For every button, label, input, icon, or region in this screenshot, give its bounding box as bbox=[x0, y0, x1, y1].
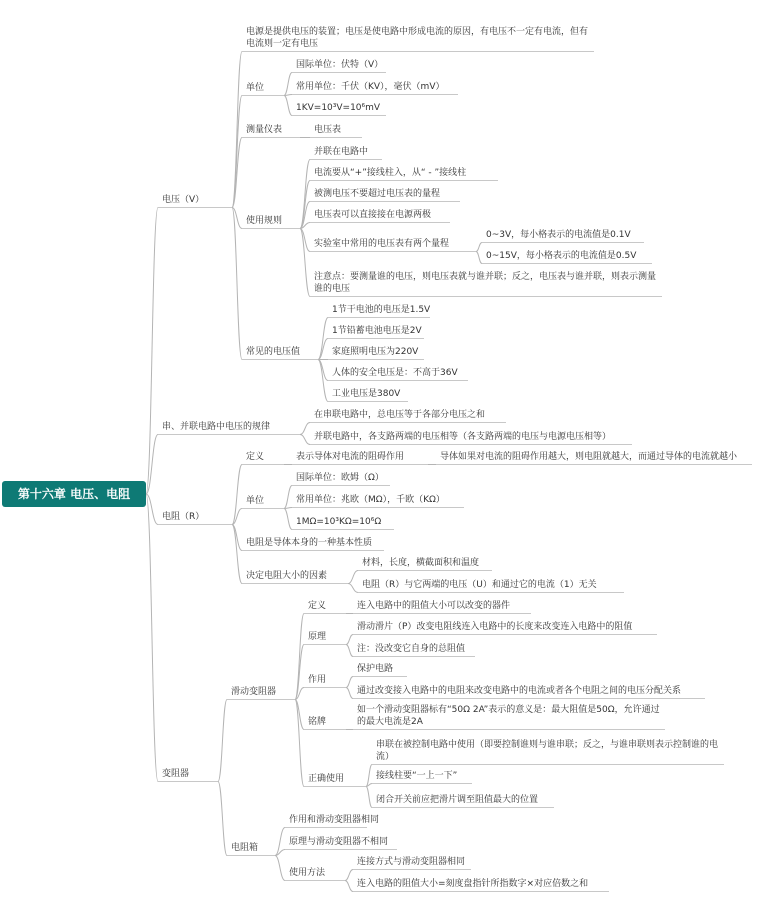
connector-line bbox=[284, 96, 292, 116]
slide-rheostat-label: 滑动变阻器 bbox=[227, 686, 295, 700]
slide-principle-item: 注：没改变它自身的总阻值 bbox=[353, 643, 475, 657]
voltage-branch: 电压（V） bbox=[158, 194, 232, 208]
connector-line bbox=[284, 486, 292, 509]
connector-line bbox=[345, 870, 353, 881]
voltage-unit-conversion: 1KV=10³V=10⁶mV bbox=[292, 102, 386, 116]
connector-line bbox=[300, 423, 310, 435]
resistance-unit-label: 单位 bbox=[242, 495, 284, 509]
connector-line bbox=[275, 856, 285, 881]
connector-line bbox=[284, 509, 292, 530]
connector-line bbox=[284, 73, 292, 96]
connector-line bbox=[346, 688, 353, 699]
connector-line bbox=[346, 645, 353, 657]
slide-function-item: 保护电路 bbox=[353, 663, 407, 677]
resistance-box-label: 电阻箱 bbox=[227, 842, 275, 856]
voltage-unit-common: 常用单位：千伏（KV），毫伏（mV） bbox=[292, 81, 458, 95]
resistance-box-usage-label: 使用方法 bbox=[285, 867, 345, 881]
voltage-common-values-label: 常见的电压值 bbox=[242, 346, 318, 360]
voltage-definition: 电源是提供电压的装置；电压是使电路中形成电流的原因，有电压不一定有电流，但有电流则一定有电压 bbox=[242, 26, 594, 52]
voltage-unit-si: 国际单位：伏特（V） bbox=[292, 59, 386, 73]
resistance-definition-label: 定义 bbox=[242, 451, 284, 465]
voltage-range-item: 0~15V，每小格表示的电流值是0.5V bbox=[482, 250, 652, 264]
resistance-factor-item: 材料，长度，横截面积和温度 bbox=[358, 557, 492, 571]
connector-line bbox=[146, 208, 158, 495]
connector-line bbox=[318, 360, 328, 402]
resistance-factor-item: 电阻（R）与它两端的电压（U）和通过它的电流（1）无关 bbox=[358, 579, 624, 593]
voltage-meter-value: 电压表 bbox=[310, 124, 362, 138]
voltage-unit-label: 单位 bbox=[242, 82, 284, 96]
slide-definition-text: 连入电路中的阻值大小可以改变的器件 bbox=[353, 600, 531, 614]
series-rule: 在串联电路中，总电压等于各部分电压之和 bbox=[310, 409, 506, 423]
slide-usage-item: 闭合开关前应把滑片调至阻值最大的位置 bbox=[372, 794, 554, 808]
resistance-unit-si: 国际单位：欧姆（Ω） bbox=[292, 472, 390, 486]
resistance-definition-detail: 导体如果对电流的阻碍作用越大，则电阻就越大，而通过导体的电流就越小 bbox=[436, 451, 752, 465]
voltage-common-value: 1节铅蓄电池电压是2V bbox=[328, 325, 424, 339]
connector-line bbox=[232, 52, 242, 208]
voltage-common-value: 1节干电池的电压是1.5V bbox=[328, 304, 430, 318]
slide-usage-item: 接线柱要“一上一下” bbox=[372, 770, 472, 784]
connector-line bbox=[218, 700, 227, 782]
connector-line bbox=[348, 571, 358, 584]
connector-line bbox=[232, 96, 242, 208]
root-chapter-title: 第十六章 电压、电阻 bbox=[2, 481, 146, 507]
voltage-rule-item: 实验室中常用的电压表有两个量程 bbox=[310, 238, 476, 252]
voltage-rule-item: 并联在电路中 bbox=[310, 146, 382, 160]
connector-line bbox=[218, 782, 227, 856]
resistance-box-usage-item: 连入电路的阻值大小=刻度盘指针所指数字×对应倍数之和 bbox=[353, 878, 609, 892]
connector-line bbox=[318, 318, 328, 360]
slide-usage-item: 串联在被控制电路中使用（即要控制谁则与谁串联；反之，与谁串联则表示控制谁的电流） bbox=[372, 739, 724, 765]
connector-line bbox=[232, 525, 242, 584]
slide-definition-label: 定义 bbox=[304, 600, 346, 614]
resistance-box-principle: 原理与滑动变阻器不相同 bbox=[285, 836, 397, 850]
resistance-branch: 电阻（R） bbox=[158, 511, 232, 525]
connector-line bbox=[346, 677, 353, 688]
resistance-definition-meaning: 表示导体对电流的阻碍作用 bbox=[292, 451, 428, 465]
voltage-common-value: 家庭照明电压为220V bbox=[328, 346, 424, 360]
resistance-unit-common: 常用单位：兆欧（MΩ），千欧（KΩ） bbox=[292, 494, 464, 508]
connector-line bbox=[146, 494, 158, 782]
voltage-rules-label: 使用规则 bbox=[242, 215, 300, 229]
slide-function-item: 通过改变接入电路中的电阻来改变电路中的电流或者各个电阻之间的电压分配关系 bbox=[353, 685, 705, 699]
connector-line bbox=[232, 208, 242, 360]
connector-line bbox=[295, 614, 304, 700]
connector-line bbox=[345, 881, 353, 892]
voltage-common-value: 人体的安全电压是：不高于36V bbox=[328, 367, 468, 381]
resistance-factors-label: 决定电阻大小的因素 bbox=[242, 570, 348, 584]
voltage-range-item: 0~3V，每小格表示的电流值是0.1V bbox=[482, 229, 644, 243]
resistance-box-usage-item: 连接方式与滑动变阻器相同 bbox=[353, 856, 471, 870]
connector-line bbox=[300, 160, 310, 229]
connector-line bbox=[348, 584, 358, 593]
connector-line bbox=[300, 435, 310, 445]
voltage-rule-item: 电流要从“+”接线柱入，从“ - ”接线柱 bbox=[310, 167, 498, 181]
slide-principle-label: 原理 bbox=[304, 631, 346, 645]
voltage-rule-note: 注意点：要测量谁的电压，则电压表就与谁并联；反之，电压表与谁并联，则表示测量谁的电压 bbox=[310, 271, 662, 297]
slide-nameplate-label: 铭牌 bbox=[304, 716, 346, 730]
connector-line bbox=[346, 635, 353, 645]
connector-line bbox=[275, 828, 285, 856]
voltage-rule-item: 被测电压不要超过电压表的量程 bbox=[310, 188, 460, 202]
parallel-rule: 并联电路中，各支路两端的电压相等（各支路两端的电压与电源电压相等） bbox=[310, 431, 632, 445]
slide-function-label: 作用 bbox=[304, 674, 346, 688]
slide-usage-label: 正确使用 bbox=[304, 773, 366, 787]
slide-principle-item: 滑动滑片（P）改变电阻线连入电路中的长度来改变连入电路中的阻值 bbox=[353, 621, 657, 635]
resistance-box-function: 作用和滑动变阻器相同 bbox=[285, 814, 367, 828]
series-parallel-branch: 串、并联电路中电压的规律 bbox=[158, 421, 300, 435]
voltage-meter-label: 测量仪表 bbox=[242, 124, 300, 138]
rheostat-branch: 变阻器 bbox=[158, 768, 218, 782]
slide-nameplate-text: 如一个滑动变阻器标有“50Ω 2A”表示的意义是：最大阻值是50Ω，允许通过的最大电流是2A bbox=[353, 704, 665, 730]
voltage-rule-item: 电压表可以直接接在电源两极 bbox=[310, 209, 450, 223]
resistance-unit-conversion: 1MΩ=10³KΩ=10⁶Ω bbox=[292, 516, 394, 530]
resistance-property: 电阻是导体本身的一种基本性质 bbox=[242, 537, 384, 551]
voltage-common-value: 工业电压是380V bbox=[328, 388, 408, 402]
